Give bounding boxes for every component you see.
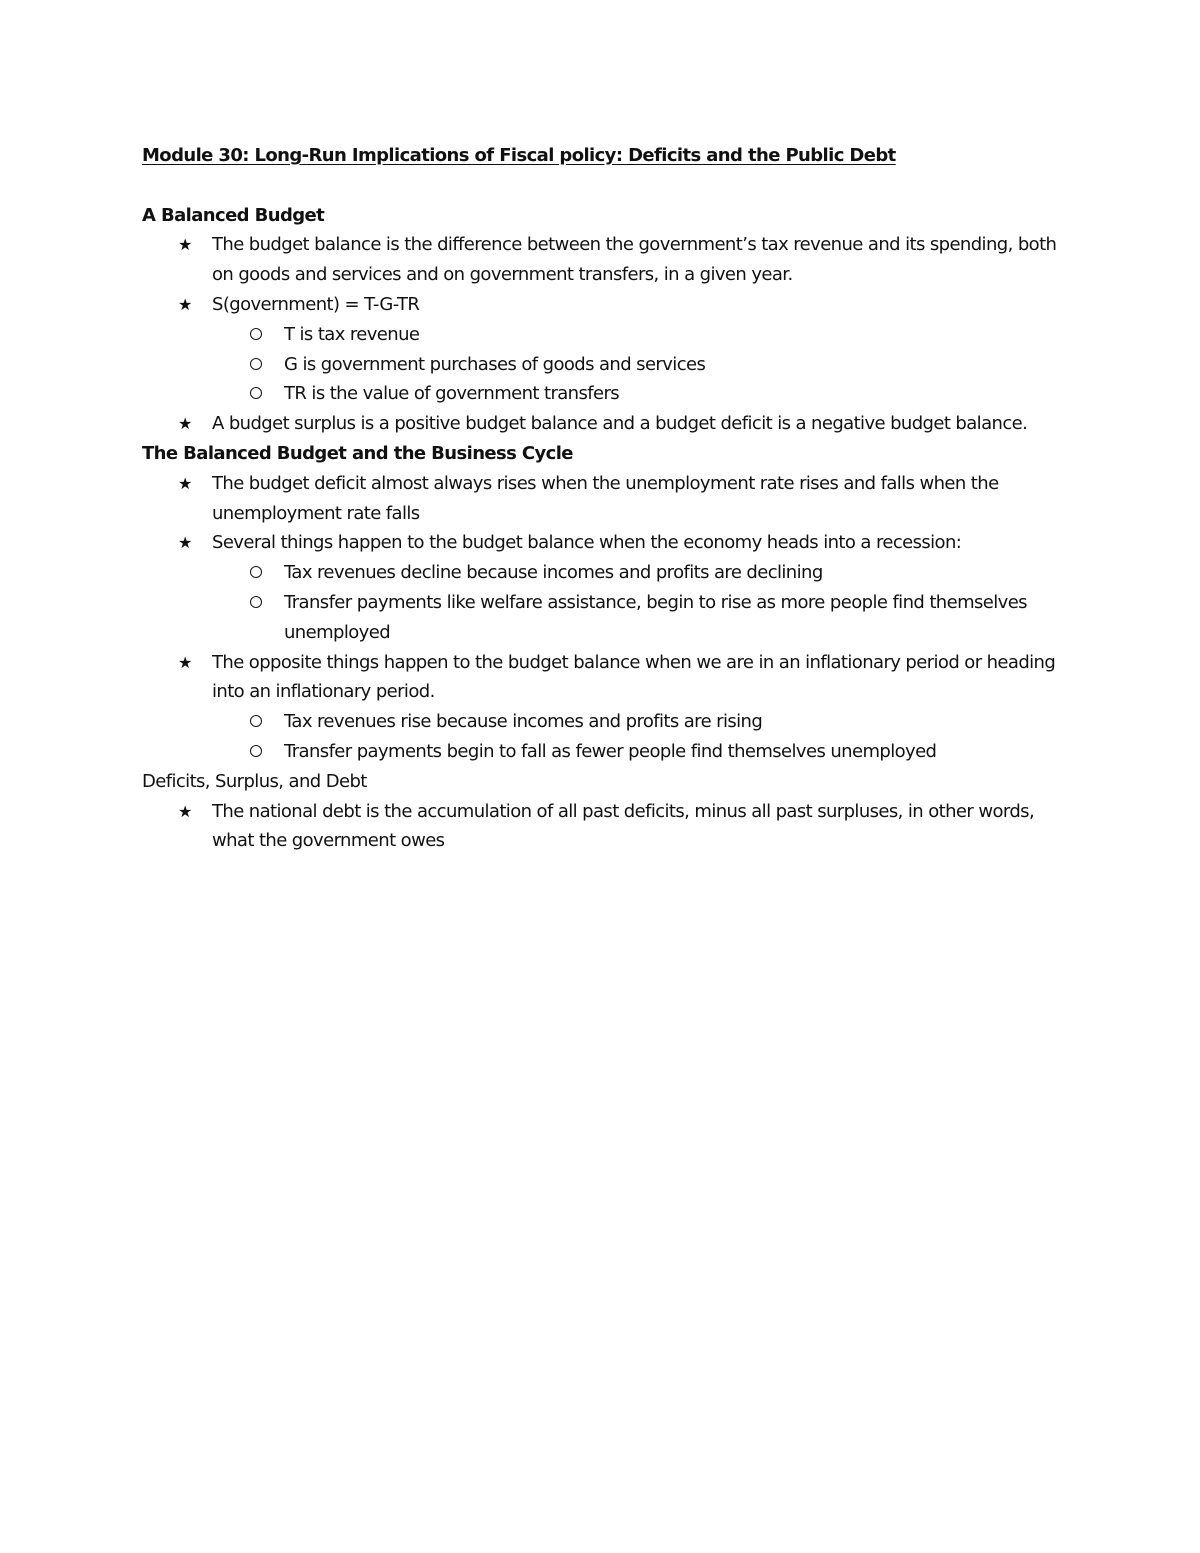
circle-bullet-icon — [250, 566, 262, 578]
sub-list-item-text: G is government purchases of goods and services — [284, 353, 706, 375]
circle-bullet-icon — [250, 745, 262, 757]
list-item-text: Several things happen to the budget balance when the economy heads into a recession: — [212, 532, 962, 554]
list-item-text: S(government) = T-G-TR — [212, 293, 420, 315]
circle-bullet-icon — [250, 387, 262, 399]
sub-list-item-text: Transfer payments begin to fall as fewer people find themselves unemployed — [284, 740, 937, 762]
bullet-list — [142, 797, 1062, 857]
star-bullet-icon: ★ — [178, 294, 192, 314]
star-bullet-icon: ★ — [178, 801, 192, 821]
section-heading-business-cycle: The Balanced Budget and the Business Cycle — [142, 442, 573, 464]
list-item-text: The national debt is the accumulation of all past deficits, minus all past surpluses, in other words, what the government owes — [212, 800, 1035, 852]
document-body — [142, 141, 1062, 856]
list-item — [178, 230, 1062, 290]
list-item-text: The budget deficit almost always rises when the unemployment rate rises and falls when the unemployment rate falls — [212, 472, 999, 524]
list-item — [178, 648, 1062, 767]
list-item — [178, 409, 1062, 439]
sub-list-item-text: Tax revenues rise because incomes and profits are rising — [284, 711, 763, 733]
circle-bullet-icon — [250, 358, 262, 370]
star-bullet-icon: ★ — [178, 533, 192, 553]
star-bullet-icon: ★ — [178, 473, 192, 493]
sub-list-item — [284, 558, 1062, 588]
bullet-list — [142, 469, 1062, 767]
circle-bullet-icon — [250, 715, 262, 727]
star-bullet-icon: ★ — [178, 414, 192, 434]
document-title: Module 30: Long-Run Implications of Fiscal policy: Deficits and the Public Debt — [142, 145, 896, 166]
list-item-text: The opposite things happen to the budget balance when we are in an inflationary period or heading into an inflationary period. — [212, 651, 1056, 703]
sub-list-item — [284, 379, 1062, 409]
sub-list-item — [284, 737, 1062, 767]
sub-list-item — [284, 707, 1062, 737]
circle-bullet-icon — [250, 596, 262, 608]
sub-list-item — [284, 350, 1062, 380]
star-bullet-icon: ★ — [178, 652, 192, 672]
section-heading-deficits-surplus-debt: Deficits, Surplus, and Debt — [142, 770, 367, 792]
sub-list-item-text: Transfer payments like welfare assistance, begin to rise as more people find themselves unemployed — [284, 591, 1027, 643]
section-heading-balanced-budget: A Balanced Budget — [142, 204, 325, 226]
star-bullet-icon: ★ — [178, 235, 192, 255]
sub-list-item-text: Tax revenues decline because incomes and profits are declining — [284, 562, 823, 584]
circle-bullet-icon — [250, 328, 262, 340]
list-item — [178, 797, 1062, 857]
sub-bullet-list — [212, 558, 1062, 647]
sub-list-item-text: T is tax revenue — [284, 323, 420, 345]
sub-bullet-list — [212, 320, 1062, 409]
list-item-text: A budget surplus is a positive budget balance and a budget deficit is a negative budget balance. — [212, 413, 1028, 435]
sub-list-item — [284, 588, 1062, 648]
sub-bullet-list — [212, 707, 1062, 767]
bullet-list — [142, 230, 1062, 439]
sub-list-item-text: TR is the value of government transfers — [284, 383, 620, 405]
list-item — [178, 528, 1062, 647]
list-item-text: The budget balance is the difference between the government’s tax revenue and its spending, both on goods and services and on government transfers, in a given year. — [212, 234, 1057, 286]
list-item — [178, 469, 1062, 529]
list-item — [178, 290, 1062, 409]
sub-list-item — [284, 320, 1062, 350]
